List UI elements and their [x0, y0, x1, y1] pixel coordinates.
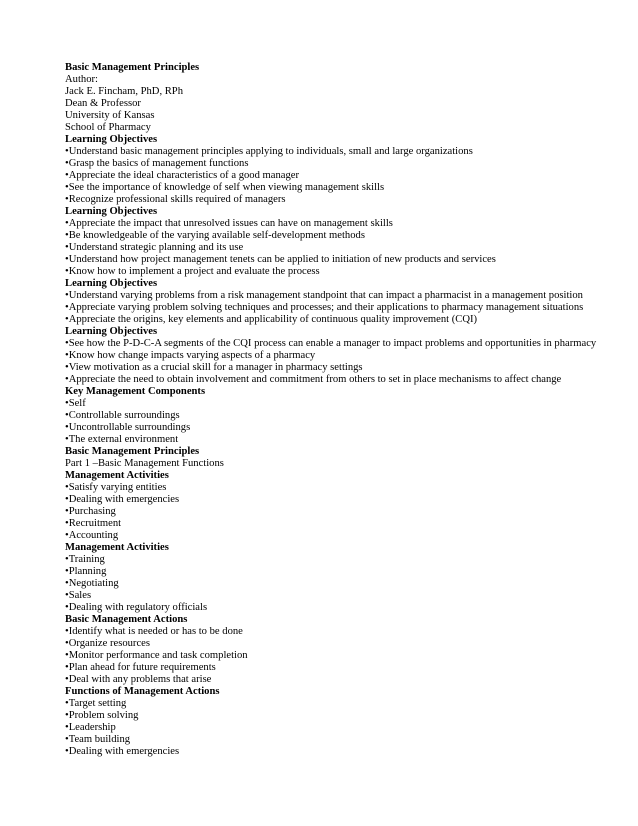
bullet-item: •Appreciate the need to obtain involvement and commitment from others to set in place mechanisms to affect change	[65, 374, 562, 385]
bullet-item: •Recruitment	[65, 518, 122, 529]
text-line: Part 1 –Basic Management Functions	[65, 458, 224, 469]
document-page	[65, 62, 630, 758]
bullet-item: •Dealing with emergencies	[65, 494, 180, 505]
bullet-item: •Deal with any problems that arise	[65, 674, 212, 685]
text-line: Jack E. Fincham, PhD, RPh	[65, 86, 184, 97]
text-line: School of Pharmacy	[65, 122, 151, 133]
section-heading: Basic Management Principles	[65, 446, 200, 457]
bullet-item: •Identify what is needed or has to be done	[65, 626, 243, 637]
bullet-item: •Understand how project management tenets can be applied to initiation of new products and services	[65, 254, 496, 265]
bullet-item: •Planning	[65, 566, 107, 577]
section-heading: Learning Objectives	[65, 326, 158, 337]
bullet-item: •Appreciate the impact that unresolved issues can have on management skills	[65, 218, 393, 229]
section-heading: Basic Management Principles	[65, 62, 200, 73]
bullet-item: •Target setting	[65, 698, 127, 709]
bullet-item: •Team building	[65, 734, 131, 745]
bullet-item: •Understand strategic planning and its use	[65, 242, 244, 253]
bullet-item: •The external environment	[65, 434, 179, 445]
bullet-item: •Dealing with emergencies	[65, 746, 180, 757]
bullet-item: •Dealing with regulatory officials	[65, 602, 208, 613]
bullet-item: •Grasp the basics of management functions	[65, 158, 249, 169]
text-line: University of Kansas	[65, 110, 155, 121]
bullet-item: •View motivation as a crucial skill for a manager in pharmacy settings	[65, 362, 363, 373]
section-heading: Management Activities	[65, 542, 169, 553]
bullet-item: •Controllable surroundings	[65, 410, 180, 421]
bullet-item: •Leadership	[65, 722, 116, 733]
bullet-item: •Be knowledgeable of the varying available self-development methods	[65, 230, 365, 241]
section-heading: Basic Management Actions	[65, 614, 188, 625]
bullet-item: •Sales	[65, 590, 92, 601]
text-line: Author:	[65, 74, 98, 85]
bullet-item: •Appreciate the origins, key elements and applicability of continuous quality improvement (CQI)	[65, 314, 478, 325]
section-heading: Learning Objectives	[65, 278, 158, 289]
bullet-item: •Understand varying problems from a risk management standpoint that can impact a pharmacist in a management position	[65, 290, 583, 301]
bullet-item: •Training	[65, 554, 105, 565]
section-heading: Key Management Components	[65, 386, 206, 397]
bullet-item: •Self	[65, 398, 86, 409]
bullet-item: •Negotiating	[65, 578, 119, 589]
bullet-item: •See the importance of knowledge of self when viewing management skills	[65, 182, 385, 193]
bullet-item: •Organize resources	[65, 638, 150, 649]
section-heading: Functions of Management Actions	[65, 686, 220, 697]
bullet-item: •Recognize professional skills required of managers	[65, 194, 286, 205]
bullet-item: •Purchasing	[65, 506, 116, 517]
bullet-item: •Uncontrollable surroundings	[65, 422, 191, 433]
bullet-item: •See how the P-D-C-A segments of the CQI process can enable a manager to impact problems and opportunities in pharmacy	[65, 338, 597, 349]
section-heading: Management Activities	[65, 470, 169, 481]
section-heading: Learning Objectives	[65, 134, 158, 145]
bullet-item: •Satisfy varying entities	[65, 482, 167, 493]
bullet-item: •Appreciate varying problem solving techniques and processes; and their applications to pharmacy management situations	[65, 302, 584, 313]
bullet-item: •Know how to implement a project and evaluate the process	[65, 266, 320, 277]
bullet-item: •Understand basic management principles applying to individuals, small and large organizations	[65, 146, 473, 157]
bullet-item: •Appreciate the ideal characteristics of a good manager	[65, 170, 300, 181]
bullet-item: •Monitor performance and task completion	[65, 650, 248, 661]
bullet-item: •Plan ahead for future requirements	[65, 662, 216, 673]
text-line: Dean & Professor	[65, 98, 141, 109]
section-heading: Learning Objectives	[65, 206, 158, 217]
bullet-item: •Know how change impacts varying aspects of a pharmacy	[65, 350, 316, 361]
bullet-item: •Accounting	[65, 530, 119, 541]
bullet-item: •Problem solving	[65, 710, 139, 721]
